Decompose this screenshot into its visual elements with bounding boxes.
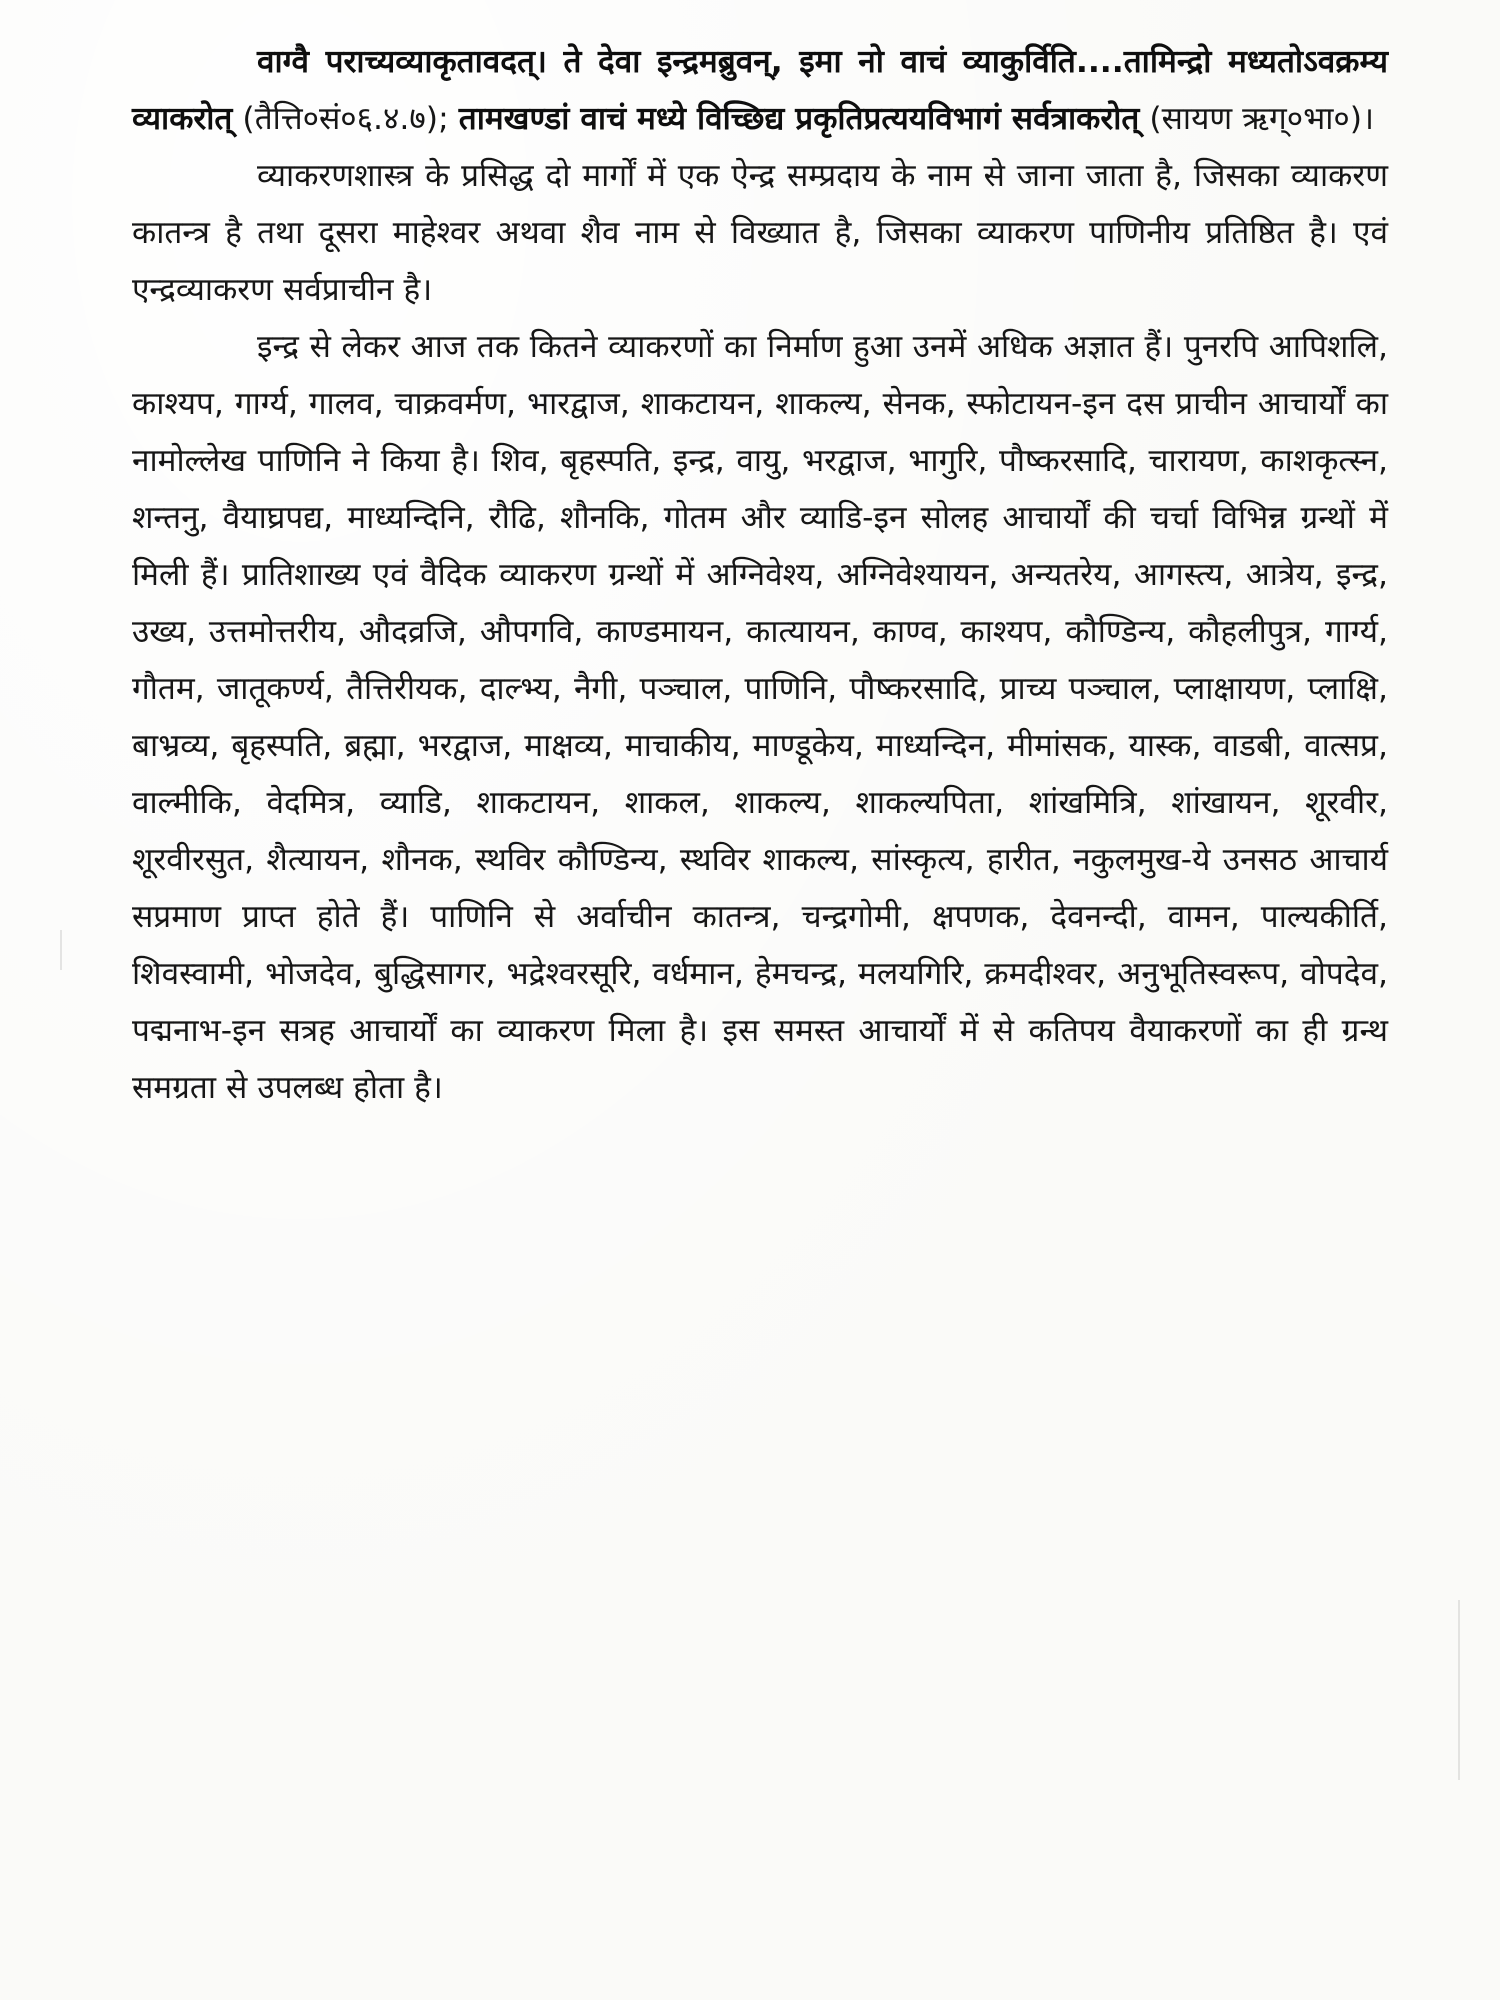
paragraph-text: इन्द्र से लेकर आज तक कितने व्याकरणों का निर्माण हुआ उनमें अधिक अज्ञात हैं। पुनरपि आपिशलि, काश्यप, गार्ग्य, गालव, चाक्रवर्मण, भारद्वाज, शाकटायन, शाकल्य, सेनक, स्फोटायन-इन दस प्राचीन आचार्यों का नामोल्लेख पाणिनि ने किया है। शिव, बृहस्पति, इन्द्र, वायु, भरद्वाज, भागुरि, पौष्करसादि, चारायण, काशकृत्स्न, शन्तनु, वैयाघ्रपद्य, माध्यन्दिनि, रौढि, शौनकि, गोतम और व्याडि-इन सोलह आचार्यों की चर्चा विभिन्न ग्रन्थों में मिली हैं। प्रातिशाख्य एवं वैदिक व्याकरण ग्रन्थों में अग्निवेश्य, अग्निवेश्यायन, अन्यतरेय, आगस्त्य, आत्रेय, इन्द्र, उख्य, उत्तमोत्तरीय, औदव्रजि, औपगवि, काण्डमायन, कात्यायन, काण्व, काश्यप, कौण्डिन्य, कौहलीपुत्र, गार्ग्य, गौतम, जातूकर्ण्य, तैत्तिरीयक, दाल्भ्य, नैगी, पञ्चाल, पाणिनि, पौष्करसादि, प्राच्य पञ्चाल, प्लाक्षायण, प्लाक्षि, बाभ्रव्य, बृहस्पति, ब्रह्मा, भरद्वाज, माक्षव्य, माचाकीय, माण्डूकेय, माध्यन्दिन, मीमांसक, यास्क, वाडबी, वात्सप्र, वाल्मीकि, वेदमित्र, व्याडि, शाकटायन, शाकल, शाकल्य, शाकल्यपिता, शांखमित्रि, शांखायन, शूरवीर, शूरवीरसुत, शैत्यायन, शौनक, स्थविर कौण्डिन्य, स्थविर शाकल्य, सांस्कृत्य, हारीत, नकुलमुख-ये उनसठ आचार्य सप्रमाण प्राप्त होते हैं। पाणिनि से अर्वाचीन कातन्त्र, चन्द्रगोमी, क्षपणक, देवनन्दी, वामन, पाल्यकीर्ति, शिवस्वामी, भोजदेव, बुद्धिसागर, भद्रेश्वरसूरि, वर्धमान, हेमचन्द्र, मलयगिरि, क्रमदीश्वर, अनुभूतिस्वरूप, वोपदेव, पद्मनाभ-इन सत्रह आचार्यों का व्याकरण मिला है। इस समस्त आचार्यों में से कतिपय वैयाकरणों का ही ग्रन्थ समग्रता से उपलब्ध होता है। xyxy=(132,329,1388,1106)
sanskrit-quote-2: तामखण्डां वाचं मध्ये विच्छिद्य प्रकृतिप्रत्ययविभागं सर्वत्राकरोत् xyxy=(458,101,1140,137)
citation-taittiriya: (तैत्ति०सं०६.४.७); xyxy=(232,101,459,137)
paragraph-acharyas xyxy=(132,319,1388,1117)
document-body xyxy=(132,34,1388,1117)
paragraph-text: व्याकरणशास्त्र के प्रसिद्ध दो मार्गों में एक ऐन्द्र सम्प्रदाय के नाम से जाना जाता है, जिसका व्याकरण कातन्त्र है तथा दूसरा माहेश्वर अथवा शैव नाम से विख्यात है, जिसका व्याकरण पाणिनीय प्रतिष्ठित है। एवं एन्द्रव्याकरण सर्वप्राचीन है। xyxy=(132,158,1388,308)
sanskrit-quote-1: वाग्वै पराच्यव्याकृतावदत्। ते देवा इन्द्रमब्रुवन्, इमा नो वाचं व्याकुर्विति....तामिन्द्रो मध्यतोऽवक्रम्य व्याकरोत् xyxy=(132,44,1388,137)
paragraph-quotation xyxy=(132,34,1388,148)
paragraph-schools xyxy=(132,148,1388,319)
citation-sayana: (सायण ऋग्०भा०)। xyxy=(1139,101,1375,137)
scan-streak xyxy=(1458,1600,1460,1780)
scan-streak xyxy=(60,930,62,970)
